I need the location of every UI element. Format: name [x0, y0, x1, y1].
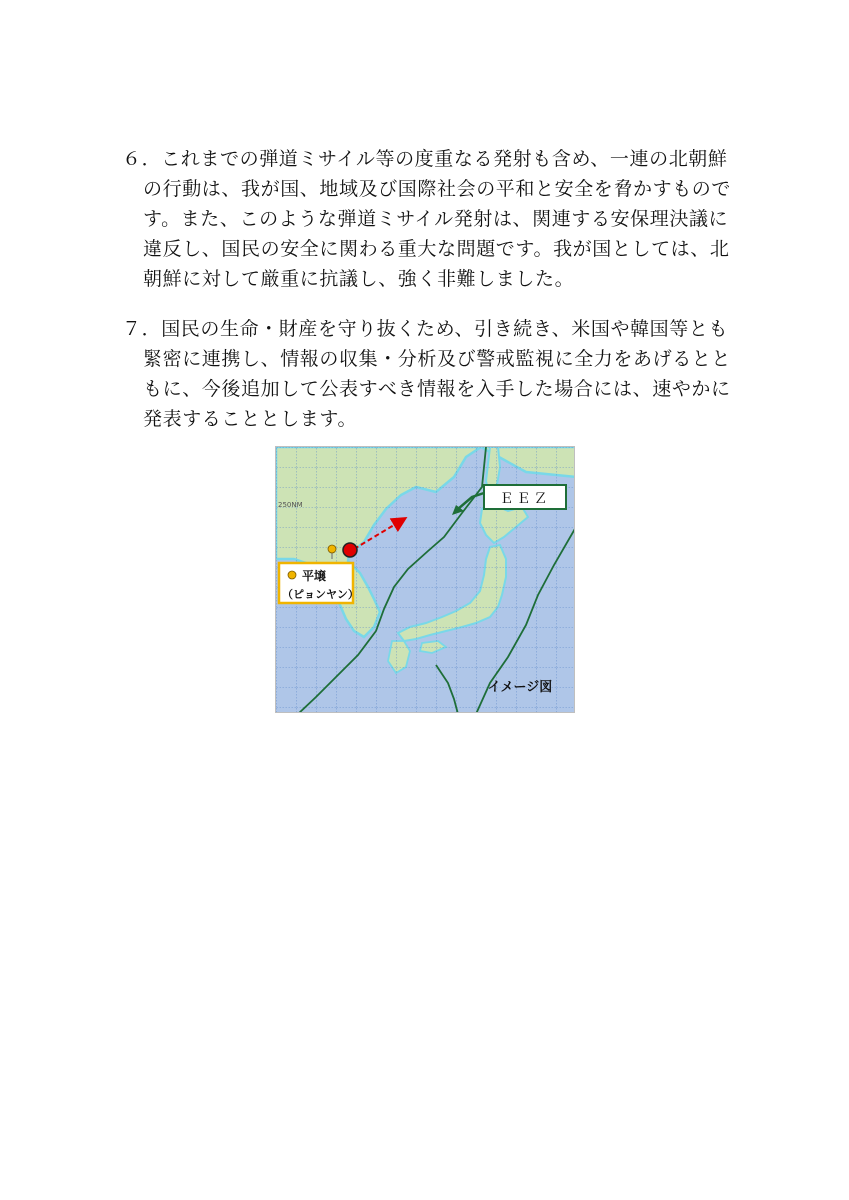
- pyongyang-reading: （ピョンヤン）: [282, 588, 359, 601]
- launch-point-icon: [343, 543, 357, 557]
- pyongyang-legend-icon: [288, 571, 296, 579]
- eez-label: ＥＥＺ: [499, 491, 551, 507]
- paragraph-line: 朝鮮に対して厳重に抗議し、強く非難しました。: [143, 268, 575, 290]
- paragraph-6: [122, 144, 737, 294]
- paragraph-line: 違反し、国民の安全に関わる重大な問題です。我が国としては、北: [143, 238, 730, 260]
- paragraph-line: ６．これまでの弾道ミサイル等の度重なる発射も含め、一連の北朝鮮: [122, 148, 728, 170]
- map-caption: イメージ図: [487, 680, 553, 695]
- paragraph-line: す。また、このような弾道ミサイル発射は、関連する安保理決議に: [143, 208, 729, 230]
- pyongyang-label: 平壌: [302, 569, 327, 583]
- paragraph-line: の行動は、我が国、地域及び国際社会の平和と安全を脅かすもので: [143, 178, 732, 200]
- paragraph-line: ７．国民の生命・財産を守り抜くため、引き続き、米国や韓国等とも: [122, 318, 729, 340]
- paragraph-line: もに、今後追加して公表すべき情報を入手した場合には、速やかに: [143, 378, 731, 400]
- launch-image-map: [275, 446, 575, 713]
- paragraph-line: 緊密に連携し、情報の収集・分析及び警戒監視に全力をあげるとと: [143, 348, 732, 370]
- paragraph-line: 発表することとします。: [143, 408, 358, 430]
- paragraph-7: [122, 314, 737, 434]
- pyongyang-marker-icon: [328, 545, 336, 553]
- range-label: 250NM: [278, 501, 303, 509]
- map-canvas: [276, 447, 575, 713]
